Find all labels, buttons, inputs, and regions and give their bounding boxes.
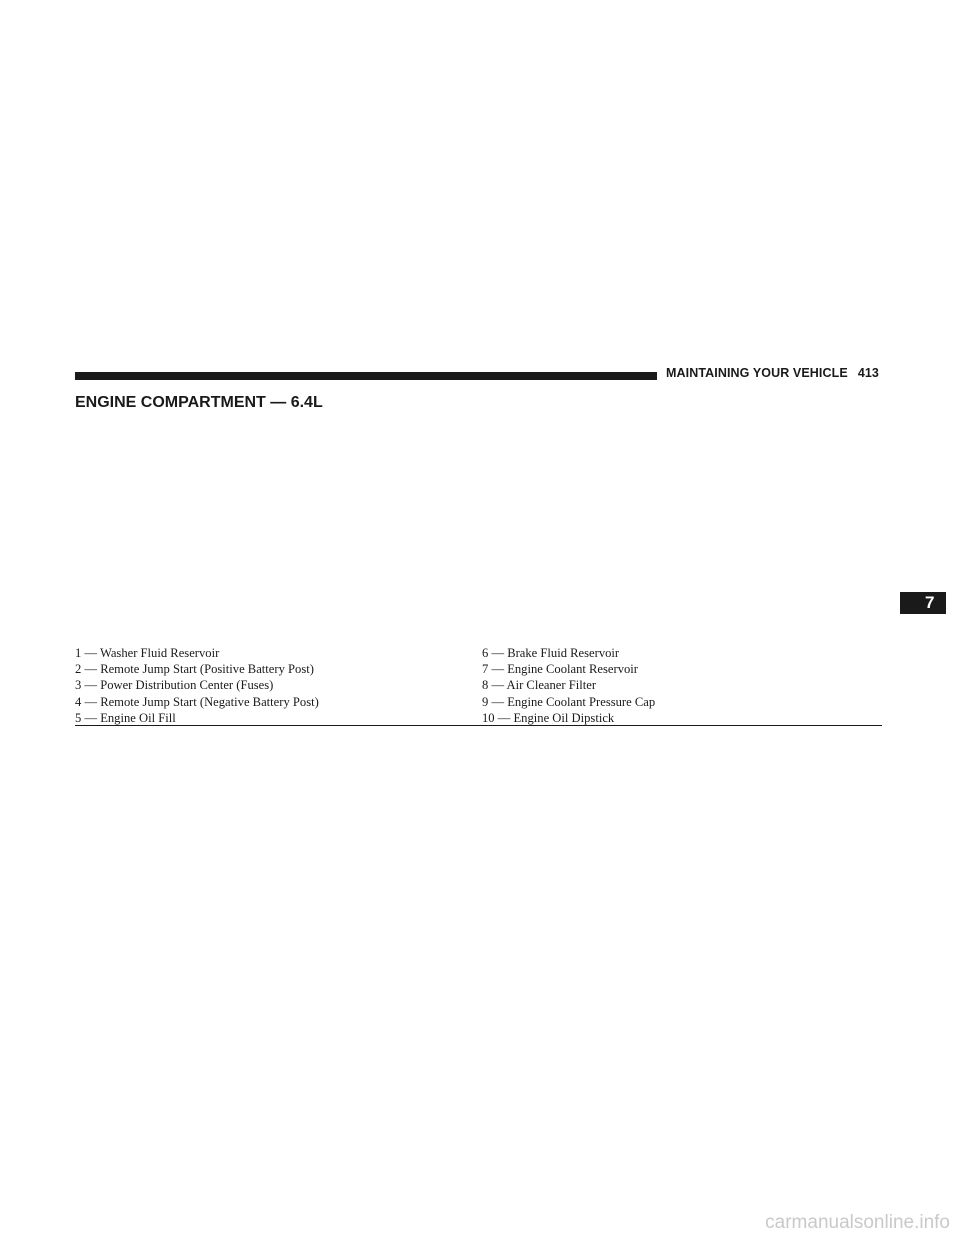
legend-divider xyxy=(75,725,882,726)
legend-right-column xyxy=(482,645,655,726)
chapter-tab-number: 7 xyxy=(925,593,935,612)
legend-left-column xyxy=(75,645,319,726)
chapter-tab xyxy=(900,592,946,614)
legend-item: 1 — Washer Fluid Reservoir xyxy=(75,646,220,660)
legend-item: 4 — Remote Jump Start (Negative Battery Post) xyxy=(75,694,319,709)
header-section-title: MAINTAINING YOUR VEHICLE xyxy=(666,366,848,380)
legend-item: 7 — Engine Coolant Reservoir xyxy=(482,662,638,677)
legend-item: 3 — Power Distribution Center (Fuses) xyxy=(75,678,274,693)
watermark: carmanualsonline.info xyxy=(765,1212,950,1233)
legend-item: 2 — Remote Jump Start (Positive Battery Post) xyxy=(75,662,314,677)
legend-item: 8 — Air Cleaner Filter xyxy=(482,678,597,693)
header-rule-bar xyxy=(75,372,657,380)
legend-item: 5 — Engine Oil Fill xyxy=(75,710,176,725)
section-title: ENGINE COMPARTMENT — 6.4L xyxy=(75,394,323,411)
legend-item: 9 — Engine Coolant Pressure Cap xyxy=(482,694,656,709)
legend-item: 6 — Brake Fluid Reservoir xyxy=(482,646,620,660)
running-header xyxy=(666,366,879,380)
page-number: 413 xyxy=(857,366,879,380)
legend-item: 10 — Engine Oil Dipstick xyxy=(482,710,615,725)
